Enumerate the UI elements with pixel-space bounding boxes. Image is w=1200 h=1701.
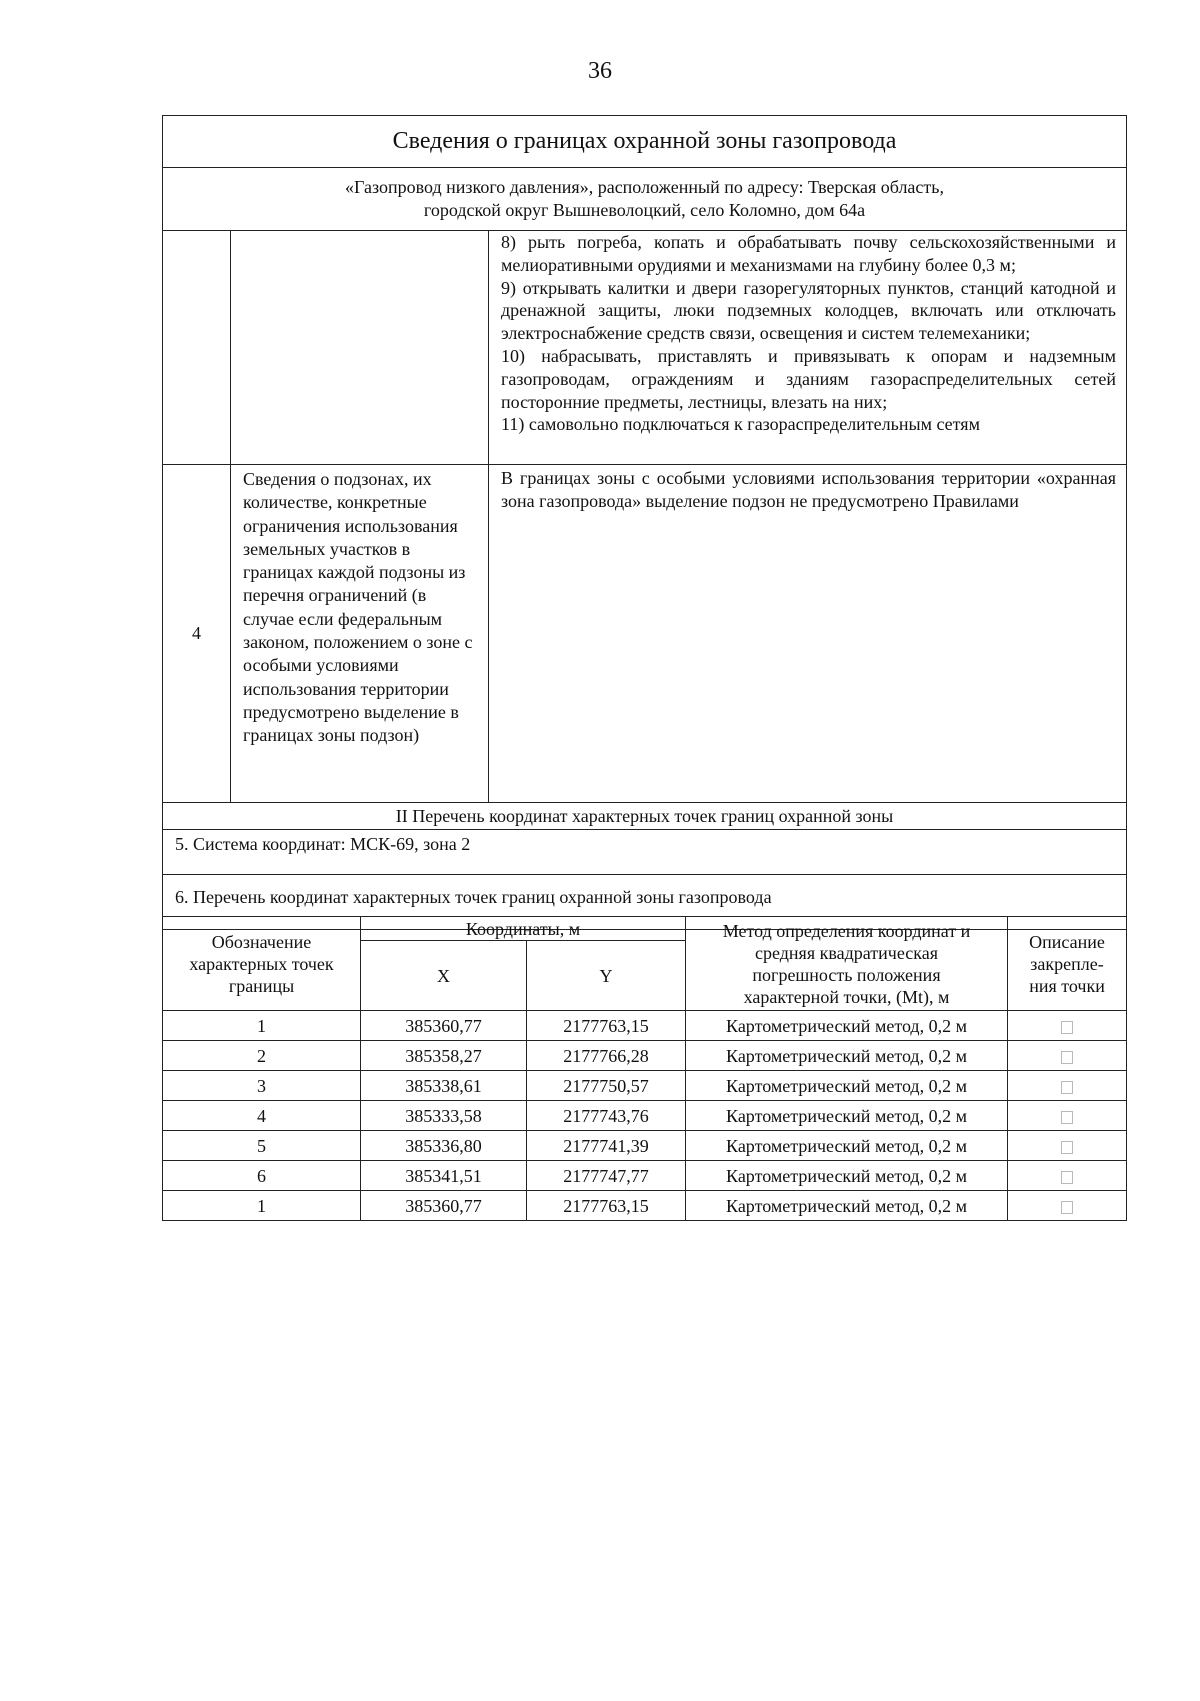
- table-row: [163, 1161, 1127, 1191]
- cell-description: [1008, 1131, 1127, 1161]
- cell-description: [1008, 1101, 1127, 1131]
- row-value: В границах зоны с особыми условиями использования территории «охранная зона газопровода» выделение подзон не предусмотрено Правилами: [489, 465, 1127, 803]
- header-method-line: погрешность положения: [752, 964, 941, 985]
- cell-y: 2177743,76: [527, 1101, 686, 1131]
- cell-point: 1: [163, 1191, 361, 1221]
- cell-description: [1008, 1071, 1127, 1101]
- row-continued-name: [231, 231, 489, 465]
- row-name: Сведения о подзонах, их количестве, конкретные ограничения использования земельных участков в границах каждой подзоны из перечня ограничений (в случае если федеральным законом, положением о зоне с особыми условиями использования территории предусмотрено выделение в границах зоны подзон): [231, 465, 489, 803]
- header-description: Описание закрепле-ния точки: [1008, 917, 1127, 1011]
- empty-box-icon: [1061, 1141, 1073, 1154]
- header-x: X: [361, 941, 527, 1011]
- cell-description: [1008, 1041, 1127, 1071]
- cell-method: Картометрический метод, 0,2 м: [686, 1041, 1008, 1071]
- page-number: 36: [588, 58, 612, 84]
- empty-box-icon: [1061, 1051, 1073, 1064]
- cell-point: 5: [163, 1131, 361, 1161]
- cell-x: 385358,27: [361, 1041, 527, 1071]
- restriction-item: 11) самовольно подключаться к газораспределительным сетям: [501, 414, 980, 435]
- row-continued-number: [163, 231, 231, 465]
- cell-description: [1008, 1161, 1127, 1191]
- cell-method: Картометрический метод, 0,2 м: [686, 1101, 1008, 1131]
- coordinates-table: [162, 916, 1127, 1221]
- cell-x: 385341,51: [361, 1161, 527, 1191]
- cell-method: Картометрический метод, 0,2 м: [686, 1131, 1008, 1161]
- header-coords: Координаты, м: [361, 917, 686, 941]
- header-y: Y: [527, 941, 686, 1011]
- table-row: [163, 1131, 1127, 1161]
- restriction-item: 10) набрасывать, приставлять и привязывать к опорам и надземным газопроводам, ограждениям и зданиям газораспределительных сетей посторонние предметы, лестницы, влезать на них;: [501, 345, 1117, 412]
- cell-method: Картометрический метод, 0,2 м: [686, 1161, 1008, 1191]
- header-point: Обозначение характерных точек границы: [163, 917, 361, 1011]
- empty-box-icon: [1061, 1021, 1073, 1034]
- restriction-item: 8) рыть погреба, копать и обрабатывать почву сельскохозяйственными и мелиоративными орудиями и механизмами на глубину более 0,3 м;: [501, 232, 1117, 275]
- header-method-line: средняя квадратическая: [755, 942, 939, 963]
- cell-y: 2177763,15: [527, 1191, 686, 1221]
- empty-box-icon: [1061, 1111, 1073, 1124]
- table-row: [163, 1071, 1127, 1101]
- section-heading: II Перечень координат характерных точек границ охранной зоны: [163, 803, 1127, 830]
- cell-point: 4: [163, 1101, 361, 1131]
- cell-y: 2177741,39: [527, 1131, 686, 1161]
- cell-x: 385338,61: [361, 1071, 527, 1101]
- cell-y: 2177763,15: [527, 1011, 686, 1041]
- header-method-line: Метод определения координат и: [722, 920, 971, 941]
- object-address-line-2: городской округ Вышневолоцкий, село Коломно, дом 64а: [423, 200, 866, 220]
- cell-x: 385360,77: [361, 1011, 527, 1041]
- cell-x: 385360,77: [361, 1191, 527, 1221]
- object-address-line-1: «Газопровод низкого давления», расположенный по адресу: Тверская область,: [345, 177, 944, 197]
- cell-y: 2177750,57: [527, 1071, 686, 1101]
- empty-box-icon: [1061, 1081, 1073, 1094]
- cell-description: [1008, 1011, 1127, 1041]
- cell-point: 6: [163, 1161, 361, 1191]
- points-list-title: 6. Перечень координат характерных точек границ охранной зоны газопровода: [163, 875, 1127, 930]
- table-title: Сведения о границах охранной зоны газопровода: [163, 116, 1127, 168]
- cell-point: 3: [163, 1071, 361, 1101]
- cell-x: 385333,58: [361, 1101, 527, 1131]
- object-address: [163, 168, 1127, 231]
- cell-method: Картометрический метод, 0,2 м: [686, 1071, 1008, 1101]
- cell-x: 385336,80: [361, 1131, 527, 1161]
- table-row: [163, 1101, 1127, 1131]
- coordinate-system: 5. Система координат: МСК-69, зона 2: [163, 830, 1127, 875]
- table-row: [163, 1041, 1127, 1071]
- table-row: [163, 1191, 1127, 1221]
- restrictions-list: [489, 231, 1127, 465]
- cell-y: 2177747,77: [527, 1161, 686, 1191]
- table-row: [163, 1011, 1127, 1041]
- header-method-line: характерной точки, (Mt), м: [743, 986, 950, 1007]
- cell-point: 1: [163, 1011, 361, 1041]
- restriction-item: 9) открывать калитки и двери газорегуляторных пунктов, станций катодной и дренажной защиты, люки подземных колодцев, включать или отключать электроснабжение средств связи, освещения и систем телемеханики;: [501, 277, 1117, 344]
- cell-description: [1008, 1191, 1127, 1221]
- cell-y: 2177766,28: [527, 1041, 686, 1071]
- cell-method: Картометрический метод, 0,2 м: [686, 1191, 1008, 1221]
- zone-info-table: [162, 115, 1127, 930]
- cell-method: Картометрический метод, 0,2 м: [686, 1011, 1008, 1041]
- cell-point: 2: [163, 1041, 361, 1071]
- row-number: 4: [163, 465, 231, 803]
- empty-box-icon: [1061, 1171, 1073, 1184]
- empty-box-icon: [1061, 1201, 1073, 1214]
- header-method: [686, 917, 1008, 1011]
